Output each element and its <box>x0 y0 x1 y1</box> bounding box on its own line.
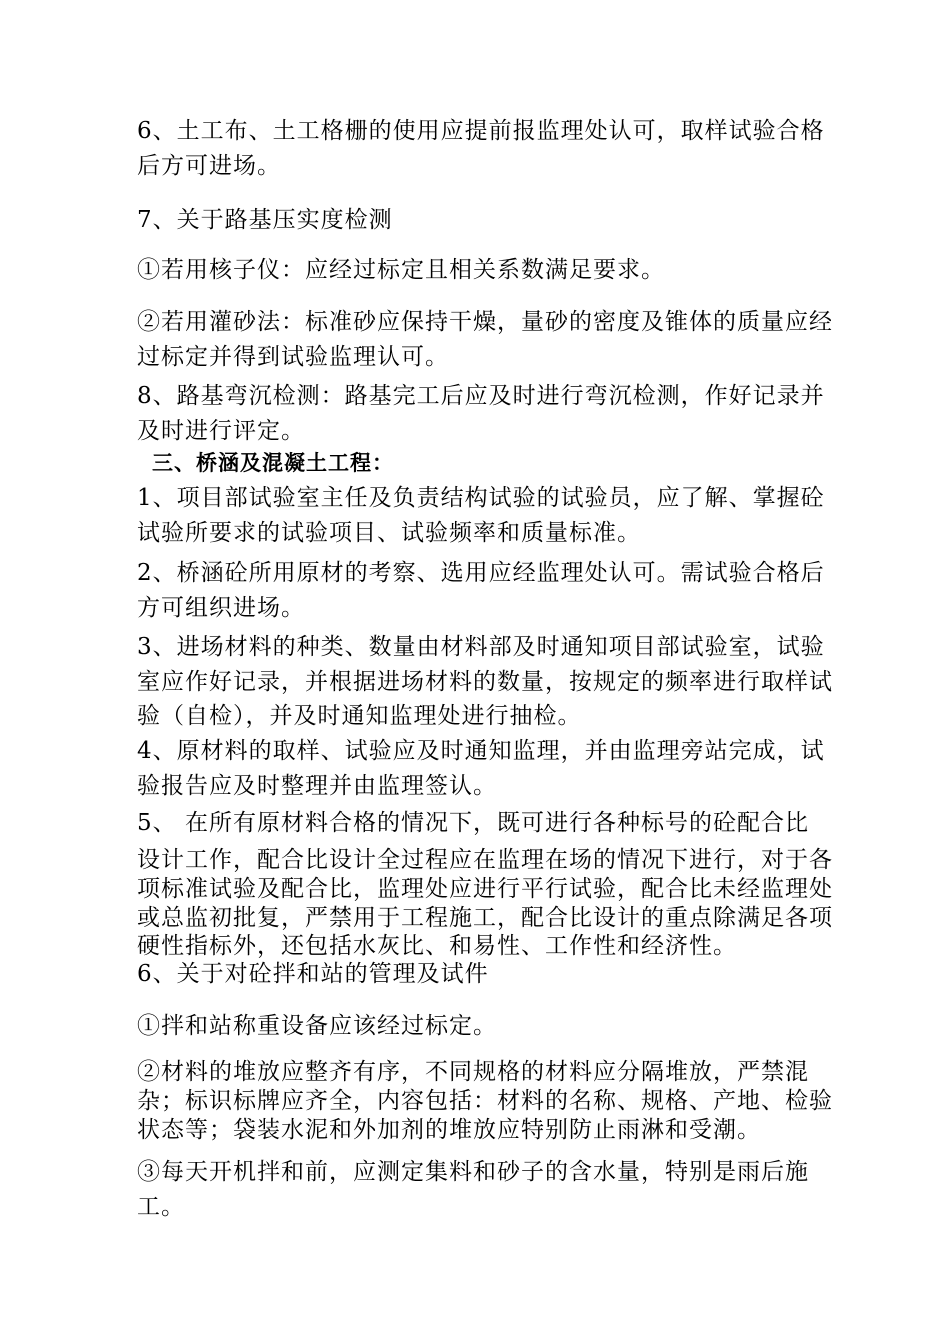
paragraph-material-storage: ②材料的堆放应整齐有序，不同规格的材料应分隔堆放，严禁混杂；标识标牌应齐全，内容包括：材料的名称、规格、产地、检验状态等；袋装水泥和外加剂的堆放应特别防止雨淋和受潮。 <box>137 1059 833 1143</box>
paragraph-item-3-incoming: 3、进场材料的种类、数量由材料部及时通知项目部试验室，试验室应作好记录，并根据进场材料的数量，按规定的频率进行取样试验（自检），并及时通知监理处进行抽检。 <box>137 634 833 729</box>
paragraph-item-5-mix-design: 5、 在所有原材料合格的情况下，既可进行各种标号的砼配合比 <box>137 810 809 836</box>
paragraph-item-1-lab-staff: 1、项目部试验室主任及负责结构试验的试验员，应了解、掌握砼试验所要求的试验项目、试验频率和质量标准。 <box>137 485 825 546</box>
paragraph-item-6-mixing-station: 6、关于对砼拌和站的管理及试件 <box>137 961 489 987</box>
paragraph-item-2-materials: 2、桥涵砼所用原材的考察、选用应经监理处认可。需试验合格后方可组织进场。 <box>137 560 825 621</box>
paragraph-mix-design-continued: 设计工作，配合比设计全过程应在监理在场的情况下进行，对于各项标准试验及配合比，监理处应进行平行试验，配合比未经监理处或总监初批复，严禁用于工程施工，配合比设计的重点除满足各项硬性指标外，还包括水灰比、和易性、工作性和经济性。 <box>137 847 833 960</box>
section-heading-bridges: 三、桥涵及混凝土工程： <box>152 450 394 475</box>
paragraph-sand-cone: ②若用灌砂法：标准砂应保持干燥，量砂的密度及锥体的质量应经过标定并得到试验监理认可。 <box>137 309 833 370</box>
paragraph-item-4-sampling: 4、原材料的取样、试验应及时通知监理，并由监理旁站完成，试验报告应及时整理并由监理签认。 <box>137 738 825 799</box>
paragraph-item-8-deflection: 8、路基弯沉检测：路基完工后应及时进行弯沉检测，作好记录并及时进行评定。 <box>137 383 825 444</box>
paragraph-item-7-compaction: 7、关于路基压实度检测 <box>137 207 393 233</box>
paragraph-item-6-geotextile: 6、土工布、土工格栅的使用应提前报监理处认可，取样试验合格后方可进场。 <box>137 118 825 179</box>
paragraph-moisture-test: ③每天开机拌和前，应测定集料和砂子的含水量，特别是雨后施工。 <box>137 1159 809 1220</box>
paragraph-weighing-equipment: ①拌和站称重设备应该经过标定。 <box>137 1013 497 1039</box>
paragraph-nuclear-gauge: ①若用核子仪：应经过标定且相关系数满足要求。 <box>137 257 665 283</box>
